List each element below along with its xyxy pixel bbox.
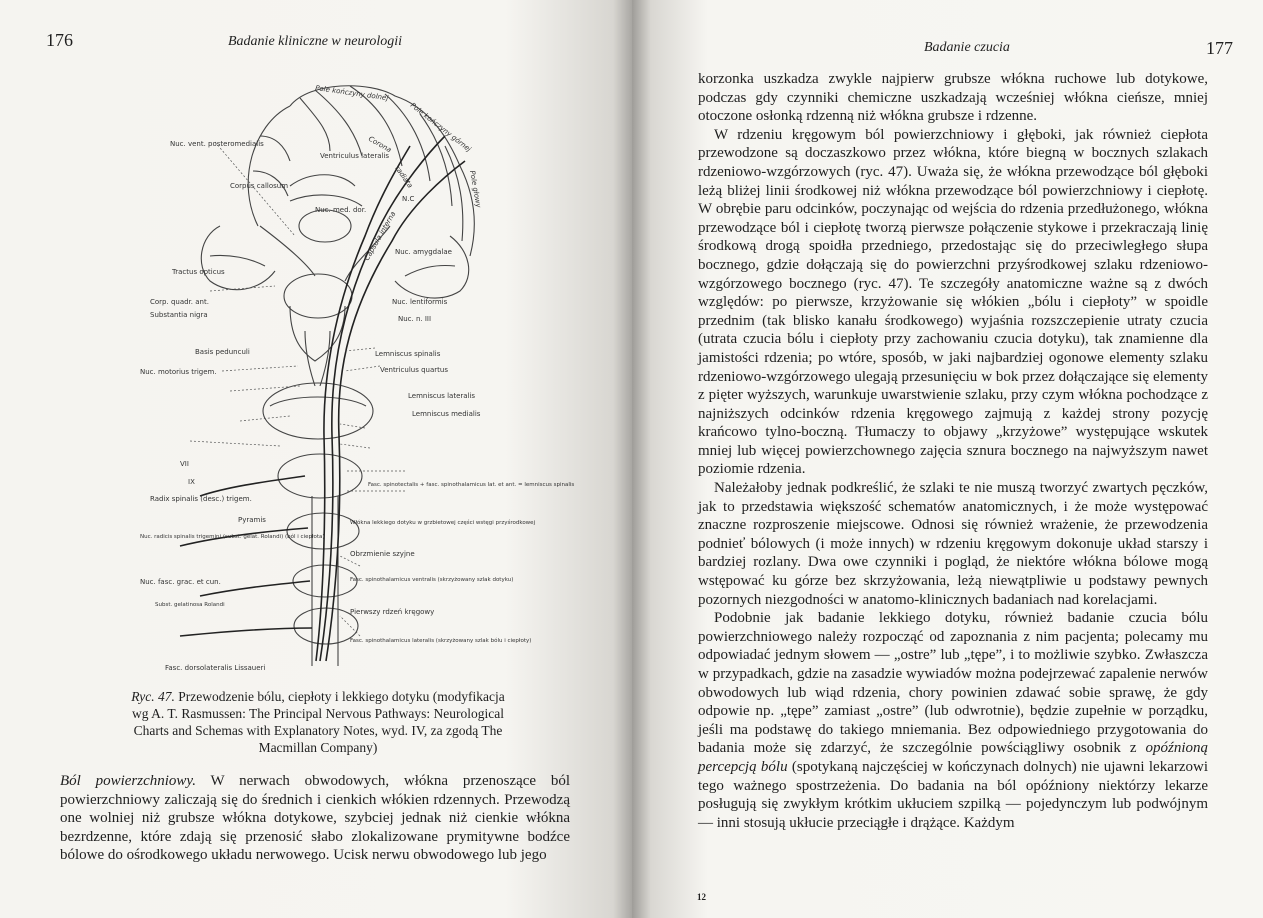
label-subst-nigra: Substantia nigra bbox=[150, 311, 208, 319]
label-capsula-interna: Capsula interna bbox=[362, 210, 398, 262]
label-subst-gelatinosa: Subst. gelatinosa Rolandi bbox=[155, 602, 225, 608]
label-tractus-opticus: Tractus opticus bbox=[172, 268, 225, 276]
label-ventriculus-lateralis: Ventriculus lateralis bbox=[320, 152, 390, 160]
anatomical-figure bbox=[140, 76, 575, 676]
page-number: 177 bbox=[1206, 38, 1233, 58]
right-body-text bbox=[698, 70, 1208, 832]
printer-signature: 12 bbox=[697, 892, 706, 902]
paragraph-4-start: Podobnie jak badanie lekkiego dotyku, również badanie czucia bólu powierzchniowego należy rozpocząć od zapoznania z nim pacjenta; polecamy mu odpowiadać jednym słowem — „ostre” lub „tępe”, i to możliwie szybko. Zwłaszcza w przypadkach, gdzie na zasadzie wywiadów można podejrzewać zapalenie nerwów obwodowych lub wiąd rdzenia, chory powinien zdawać sobie sprawę, że gdy odpowie np. „tępe” zamiast „ostre” (lub odwrotnie), będzie zupełnie w porządku, jeśli ma podstawę do takiego mniemania. Bez odpowiedniego przygotowania do badania może się zdarzyć, że szczególnie powściągliwy osobnik z bbox=[698, 610, 1208, 757]
label-fasc-spinotectalis: Fasc. spinotectalis + fasc. spinothalamicus lat. et ant. = lemniscus spinalis bbox=[368, 482, 575, 488]
left-paragraph: W nerwach obwodowych, włókna przenoszące ból powierzchniowy zaliczają się do średnich i cienkich włókien rdzennych. Przewodzą one wolniej niż grubsze włókna dotykowe, szybciej jednak niż cienkie włókna bezrdzenne, które zdają się przenosić słabo zlokalizowane prymitywne bodźce bólowe do ośrodkowego układu nerwowego. Ucisk nerwu obwodowego lub jego bbox=[60, 773, 570, 864]
pain-pathway-diagram bbox=[140, 76, 575, 676]
label-nuc-med-dor: Nuc. med. dor. bbox=[315, 206, 367, 214]
label-corp-quadr: Corp. quadr. ant. bbox=[150, 298, 209, 306]
label-radiata: radiata bbox=[393, 164, 415, 190]
figure-caption bbox=[122, 688, 514, 756]
label-fasc-lateralis: Fasc. spinothalamicus lateralis (skrzyżowany szlak bólu i ciepłoty) bbox=[350, 638, 532, 644]
paragraph-2: W rdzeniu kręgowym ból powierzchniowy i głęboki, jak również ciepłota przewodzone są doczaszkowo przez włókna, które biegną w bocznych szlakach rdzeniowo-wzgórzowych (ryc. 47). Uważa się, że włókna przewodzące ból głęboki leżą bliżej linii środkowej niż włókna przewodzące ból powierzchniowy i ciepłotę. W obrębie paru odcinków, poczynając od wejścia do rdzenia przedłużonego, włókna przewodzące ból i ciepłotę tworzą pierwsze połączenie stykowe i przekraczają linię środkową drogą spoidła przedniego, przedostając się do przeciwległego słupa bocznego, gdzie dołączają się do powierzchni przyśrodkowej szlaku rdzeniowo-wzgórzowego bocznego (ryc. 47). Te szczegóły anatomiczne ważne są z dwóch względów: po pierwsze, krzyżowanie się włókien „bólu i ciepłoty” w spoidle przednim (tak blisko kanału środkowego) wyjaśnia rozszczepienie utraty czucia (utrata czucia bólu i ciepłoty przy zachowaniu czucia dotyku), tak znamienne dla jamistości rdzenia; po wtóre, sposób, w jaki najbardziej ogonowe elementy szlaku rdzeniowo-wzgórzowego ulegają przesunięciu w bok przez dołączające się elementy z pięter wyższych, warunkuje uwarstwienie szlaku, przy czym włókna pochodzące z najniższych odcinków rdzenia kręgowego zajmują z każdej strony pozycję krańcowo tylno-boczną. Tłumaczy to objawy „krzyżowe” występujące wskutek mniej lub więcej powierzchownego zajęcia sznura bocznego na najwyższym nawet poziomie rdzenia. bbox=[698, 126, 1208, 478]
label-wlokna-lekkiego: Włókna lekkiego dotyku w grzbietowej części wstęgi przyśrodkowej bbox=[350, 520, 536, 526]
label-obrzmienie: Obrzmienie szyjne bbox=[350, 550, 415, 558]
label-fasc-dorsolateralis: Fasc. dorsolateralis Lissaueri bbox=[165, 664, 266, 672]
label-nuc-motorius: Nuc. motorius trigem. bbox=[140, 368, 217, 376]
label-pierwszy-rdzen: Pierwszy rdzeń kręgowy bbox=[350, 608, 435, 616]
paragraph-4-end: (spotykaną najczęściej w kończynach dolnych) nie ujawni lekarzowi tego ważnego spostrzeżenia. Do badania na ból opóźniony niektórzy lekarze posługują się zwykłym krótkim ukłuciem szpilką — pojedynczym lub podwójnym — inni stosują ukłucie przeciągłe i drążące. Każdym bbox=[698, 758, 1209, 831]
running-head: Badanie czucia bbox=[924, 40, 1010, 55]
caption-lead: Ryc. 47. bbox=[131, 689, 175, 704]
label-basis-pedunculi: Basis pedunculi bbox=[195, 348, 250, 356]
label-corpus-callosum: Corpus callosum bbox=[230, 182, 289, 190]
paragraph-3: Należałoby jednak podkreślić, że szlaki te nie muszą tworzyć zwartych pęczków, jak to przedstawia większość schematów anatomicznych, i że może występować znaczne rozproszenie miejscowe. Odnosi się również wrażenie, że przewodzenia podnieť bólowych (i może innych) w rdzeniu kręgowym dokonuje układ starszy i bardziej rozlany. Dwa owe czynniki i pogląd, że niektóre włókna bólowe mogą wstępować ku górze bez skrzyżowania, leżą niewątpliwie u podstawy pewnych pozornych niezgodności w anatomo-klinicznych badaniach nad korelacjami. bbox=[698, 480, 1208, 608]
label-nuc-vent: Nuc. vent. posteromedialis bbox=[170, 140, 264, 148]
label-corona: Corona bbox=[367, 134, 393, 155]
label-nuc-fasc: Nuc. fasc. grac. et cun. bbox=[140, 578, 221, 586]
label-pole-konczyny-gornej: Pole kończyny górnej bbox=[408, 101, 473, 154]
label-nc: N.C bbox=[402, 195, 415, 203]
paragraph-1: korzonka uszkadza zwykle najpierw grubsze włókna ruchowe lub dotykowe, podczas gdy czynniki chemiczne uszkadzają wcześniej włókna cieńsze, mniej otoczone osłonką rdzenną niż włókna grubsze i rdzenne. bbox=[698, 71, 1208, 125]
label-nuc-amygdalae: Nuc. amygdalae bbox=[395, 248, 452, 256]
label-lemniscus-spinalis: Lemniscus spinalis bbox=[375, 350, 441, 358]
left-body-text bbox=[60, 772, 570, 865]
page-number: 176 bbox=[46, 30, 73, 50]
label-ix: IX bbox=[188, 478, 195, 486]
label-nuc-lentiformis: Nuc. lentiformis bbox=[392, 298, 448, 306]
label-nuc-n-iii: Nuc. n. III bbox=[398, 315, 432, 323]
paragraph-4-emphasis: opóźnioną percepcją bólu bbox=[698, 740, 1208, 775]
label-nuc-radicis: Nuc. radicis spinalis trigemini (subst. gelat. Rolandi) (ból i ciepłota) bbox=[140, 534, 325, 540]
label-ventriculus-quartus: Ventriculus quartus bbox=[380, 366, 448, 374]
label-pyramis: Pyramis bbox=[238, 516, 266, 524]
caption-text: Przewodzenie bólu, ciepłoty i lekkiego dotyku (modyfikacja wg A. T. Rasmussen: The Principal Nervous Pathways: Neurological Charts and Schemas with Explanatory Notes, wyd. IV, za zgodą The Macmillan Company) bbox=[132, 689, 505, 755]
label-vii: VII bbox=[180, 460, 189, 468]
label-lemniscus-medialis: Lemniscus medialis bbox=[412, 410, 481, 418]
label-radix-spinalis: Radix spinalis (desc.) trigem. bbox=[150, 495, 252, 503]
running-head: Badanie kliniczne w neurologii bbox=[228, 34, 403, 49]
label-pole-glowy: Pole głowy bbox=[468, 169, 483, 209]
label-pole-konczyny-dolnej: Pole kończyny dolnej bbox=[314, 84, 389, 103]
label-lemniscus-lateralis: Lemniscus lateralis bbox=[408, 392, 476, 400]
section-lead: Ból powierzchniowy. bbox=[60, 773, 196, 789]
paragraph-4 bbox=[698, 609, 1208, 832]
label-fasc-ventralis: Fasc. spinothalamicus ventralis (skrzyżowany szlak dotyku) bbox=[350, 577, 514, 583]
